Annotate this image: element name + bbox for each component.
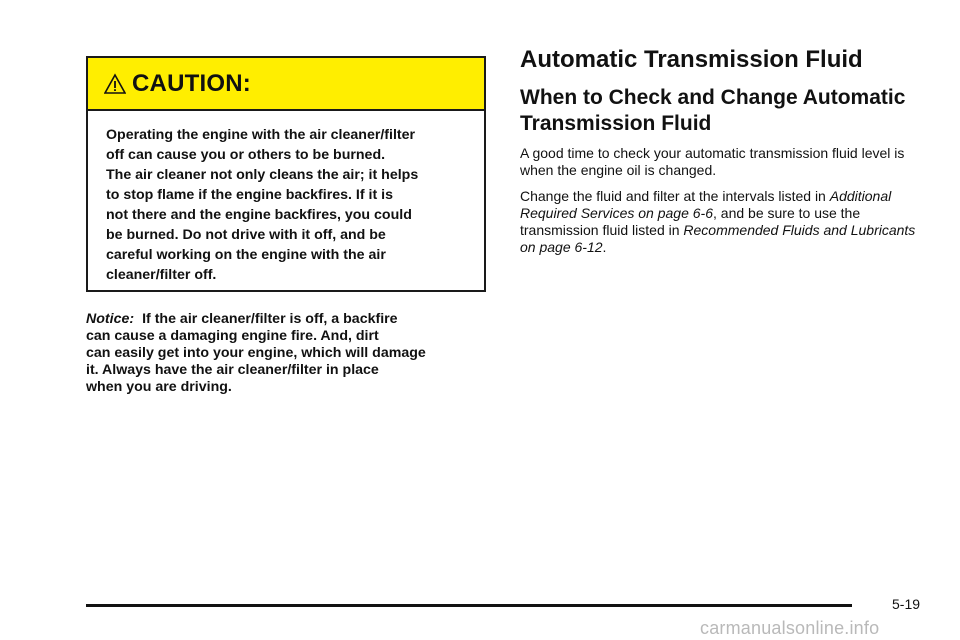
notice-line: If the air cleaner/filter is off, a backfire [142,311,398,327]
page-reference-link[interactable]: Recommended Fluids and Lubricants on page 6-12 [520,222,916,255]
paragraph-text: . [602,239,607,255]
watermark: carmanualsonline.info [700,618,880,638]
page-reference-link[interactable]: Additional Required Services on page 6-6 [520,188,892,221]
caution-header [88,58,484,111]
caution-line: Operating the engine with the air cleaner/filter [106,127,416,143]
paragraph-text: Change the fluid and filter at the intervals listed in [520,188,830,204]
caution-line: be burned. Do not drive with it off, and be [106,227,386,243]
notice-line: when you are driving. [86,379,232,395]
caution-line: careful working on the engine with the air [106,247,386,263]
caution-line: off can cause you or others to be burned. [106,147,386,163]
notice-line: it. Always have the air cleaner/filter in place [86,362,379,378]
paragraph-text: , and be sure to use the transmission fluid listed in [520,205,861,238]
caution-line: The air cleaner not only cleans the air; it helps [106,167,419,183]
caution-box [86,56,486,292]
caution-line: not there and the engine backfires, you could [106,207,412,223]
page-number: 5-19 [892,596,921,612]
section-subtitle: When to Check and Change Automatic Transmission Fluid [520,86,906,135]
notice-line: can easily get into your engine, which will damage [86,345,426,361]
notice-label: Notice: [86,311,135,327]
change-fluid-paragraph [520,188,920,256]
section-title: Automatic Transmission Fluid [520,46,863,73]
notice-line: can cause a damaging engine fire. And, dirt [86,328,379,344]
caution-line: cleaner/filter off. [106,267,217,283]
footer-rule [86,604,852,607]
caution-line: to stop flame if the engine backfires. If it is [106,187,393,203]
notice-paragraph [86,311,486,396]
warning-triangle-icon [104,73,126,95]
check-fluid-paragraph: A good time to check your automatic transmission fluid level is when the engine oil is changed. [520,145,905,178]
caution-title: CAUTION: [132,69,251,97]
caution-body [88,111,484,285]
